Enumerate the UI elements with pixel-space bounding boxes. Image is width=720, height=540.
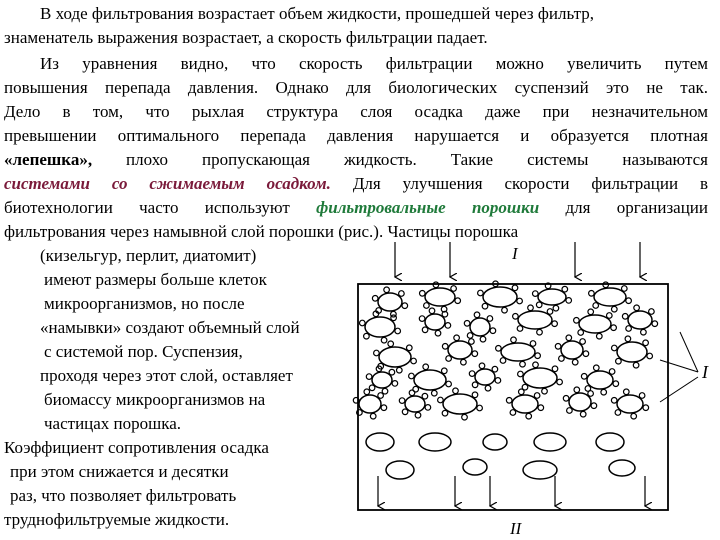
paragraph-2-line-1: Из уравнения видно, что скорость фильтрации можно увеличить путем <box>40 54 708 73</box>
side-text-line-9: Коэффициент сопротивления осадка <box>4 438 269 457</box>
lepeshka-term: «лепешка», <box>4 150 93 169</box>
microorganism-cell <box>381 337 387 343</box>
microorganism-cell <box>392 381 398 387</box>
filter-powders-term: фильтровальные порошки <box>316 198 540 217</box>
microorganism-cell <box>442 368 448 374</box>
microorganism-cell <box>622 314 628 320</box>
microorganism-cell <box>557 379 563 385</box>
microorganism-cell <box>631 413 637 419</box>
microorganism-cell <box>594 365 600 371</box>
microorganism-cell <box>384 287 390 293</box>
microorganism-cell <box>467 333 473 339</box>
paragraph-2-line-2: повышения перепада давления. Однако для биологических суспензий это не так. <box>4 78 708 97</box>
microorganism-cell <box>402 409 408 415</box>
powder-particle <box>470 318 490 336</box>
microorganism-cell <box>391 315 397 321</box>
microorganism-cell <box>500 358 506 364</box>
microorganism-cell <box>402 303 408 309</box>
microorganism-cell <box>424 303 430 309</box>
powder-particle <box>475 369 495 385</box>
microorganism-cell <box>533 362 539 368</box>
filter-layer-figure <box>340 232 720 540</box>
microorganism-cell <box>626 326 632 332</box>
microorganism-cell <box>442 410 448 416</box>
microorganism-cell <box>374 350 380 356</box>
side-text-line-8: частицах порошка. <box>44 414 182 433</box>
microorganism-cell <box>633 362 639 368</box>
microorganism-cell <box>364 333 370 339</box>
label-top: I <box>512 244 518 263</box>
microorganism-cell <box>415 412 421 418</box>
microorganism-cell <box>485 385 491 391</box>
microorganism-cell <box>612 306 618 312</box>
powder-particle <box>378 293 402 311</box>
microorganism-cell <box>580 339 586 345</box>
microorganism-cell <box>461 359 467 365</box>
microorganism-cell <box>583 351 589 357</box>
microorganism-cell <box>612 345 618 351</box>
powder-particle <box>501 343 535 361</box>
microorganism-cell <box>562 286 568 292</box>
microorganism-cell <box>399 398 405 404</box>
microorganism-cell <box>572 359 578 365</box>
microorganism-cells <box>353 281 657 420</box>
paragraph-2-line-5-rest: плохо пропускающая жидкость. Такие системы называются <box>126 150 708 169</box>
microorganism-cell <box>492 366 498 372</box>
microorganism-cell <box>464 321 470 327</box>
microorganism-cell <box>559 356 565 362</box>
pointer-lines <box>660 332 698 402</box>
microorganism-cell <box>574 318 580 324</box>
powder-particle <box>518 311 552 329</box>
label-right: I <box>702 362 708 382</box>
microorganism-cell <box>528 305 534 311</box>
microorganism-cell <box>647 353 653 359</box>
microorganism-cell <box>446 381 452 387</box>
microorganism-cell <box>469 339 475 345</box>
microorganism-cell <box>652 321 658 327</box>
microorganism-cell <box>538 405 544 411</box>
powder-particle <box>419 433 451 451</box>
microorganism-cell <box>520 361 526 367</box>
microorganism-cell <box>517 298 523 304</box>
microorganism-cell <box>611 398 617 404</box>
microorganism-cell <box>472 351 478 357</box>
microorganism-cell <box>536 302 542 308</box>
powder-particle <box>448 341 472 359</box>
powder-particle <box>463 459 487 475</box>
microorganism-cell <box>578 330 584 336</box>
powder-particle <box>617 342 647 362</box>
microorganism-cell <box>490 328 496 334</box>
microorganism-cell <box>370 413 376 419</box>
microorganism-cell <box>395 328 401 334</box>
label-bottom: II <box>510 519 522 538</box>
microorganism-cell <box>641 329 647 335</box>
microorganism-cell <box>469 371 475 377</box>
paragraph-2-line-6-rest: Для улучшения скорости фильтрации в <box>352 174 709 193</box>
microorganism-cell <box>567 408 573 414</box>
microorganism-cell <box>611 325 617 331</box>
pointer-line <box>660 377 698 402</box>
microorganism-cell <box>496 346 502 352</box>
microorganism-cell <box>511 337 517 343</box>
microorganism-cell <box>506 398 512 404</box>
microorganism-cell <box>423 364 429 370</box>
microorganism-cell <box>526 413 532 419</box>
microorganism-cell <box>479 363 485 369</box>
powder-particle <box>425 288 455 306</box>
microorganism-cell <box>547 309 553 315</box>
microorganism-cell <box>399 291 405 297</box>
microorganism-cell <box>615 410 621 416</box>
microorganism-cell <box>518 371 524 377</box>
microorganism-cell <box>411 358 417 364</box>
microorganism-cell <box>643 405 649 411</box>
microorganism-cell <box>634 305 640 311</box>
powder-particle <box>483 287 517 307</box>
paragraph-2-line-5 <box>4 150 708 170</box>
microorganism-cell <box>388 341 394 347</box>
powder-particle <box>617 395 643 413</box>
microorganism-cell <box>455 298 461 304</box>
powder-particle <box>579 315 611 333</box>
side-text-line-10: при этом снижается и десятки <box>10 462 229 481</box>
microorganism-cell <box>593 303 599 309</box>
microorganism-cell <box>495 378 501 384</box>
compressible-sediment-term: системами со сжимаемым осадком. <box>4 174 331 193</box>
microorganism-cell <box>378 393 384 399</box>
microorganism-cell <box>566 298 572 304</box>
powder-particle <box>587 371 613 389</box>
paragraph-1-line-1: В ходе фильтрования возрастает объем жидкости, прошедшей через фильтр, <box>40 4 594 23</box>
microorganism-cell <box>649 309 655 315</box>
microorganism-cell <box>513 314 519 320</box>
side-text-line-1: (кизельгур, перлит, диатомит) <box>40 246 257 265</box>
microorganism-cell <box>472 382 478 388</box>
microorganism-cell <box>574 387 580 393</box>
microorganism-cell <box>360 320 366 326</box>
powder-particle <box>483 434 507 450</box>
microorganism-cell <box>581 374 587 380</box>
microorganism-cell <box>451 286 457 292</box>
microorganism-cell <box>389 369 395 375</box>
powder-particle <box>414 370 446 390</box>
powder-particle <box>425 314 445 330</box>
paragraph-2-line-7-rest: для организации <box>565 198 709 217</box>
microorganism-cell <box>409 390 415 396</box>
microorganism-cell <box>624 389 630 395</box>
microorganism-cell <box>563 396 569 402</box>
microorganism-cell <box>519 389 525 395</box>
powder-particle <box>596 433 624 451</box>
powder-particle <box>365 317 395 337</box>
powder-particle <box>534 433 566 451</box>
microorganism-cell <box>445 323 451 329</box>
powder-particle <box>628 311 652 329</box>
powder-particle <box>569 393 591 411</box>
microorganism-cell <box>482 303 488 309</box>
powder-particle <box>523 461 557 479</box>
microorganism-cell <box>542 388 548 394</box>
microorganism-cell <box>625 336 631 342</box>
microorganism-cell <box>535 353 541 359</box>
microorganism-cell <box>419 316 425 322</box>
microorganism-cell <box>453 388 459 394</box>
microorganism-cell <box>512 285 518 291</box>
microorganism-cell <box>643 340 649 346</box>
microorganism-cell <box>589 291 595 297</box>
microorganism-cell <box>555 344 561 350</box>
powder-particle <box>609 460 635 476</box>
microorganism-cell <box>510 410 516 416</box>
paragraph-2-line-7 <box>4 198 708 218</box>
microorganism-cell <box>622 286 628 292</box>
microorganism-cell <box>609 369 615 375</box>
microorganism-cell <box>462 414 468 420</box>
microorganism-cell <box>446 356 452 362</box>
paragraph-1-line-2: знаменатель выражения возрастает, а скорость фильтрации падает. <box>4 28 488 47</box>
microorganism-cell <box>580 411 586 417</box>
paragraph-2-line-6 <box>4 174 708 194</box>
microorganism-cell <box>372 296 378 302</box>
microorganism-cell <box>472 392 478 398</box>
microorganism-cell <box>552 321 558 327</box>
microorganism-cell <box>369 385 375 391</box>
powder-particle <box>594 288 626 306</box>
microorganism-cell <box>478 290 484 296</box>
microorganism-cell <box>566 335 572 341</box>
microorganism-cell <box>487 316 493 322</box>
microorganism-cell <box>442 344 448 350</box>
pointer-line <box>660 360 698 372</box>
powder-particle <box>561 341 583 359</box>
microorganism-cell <box>616 358 622 364</box>
side-text-line-11: раз, что позволяет фильтровать <box>10 486 237 505</box>
microorganism-cell <box>422 327 428 333</box>
pointer-line <box>680 332 698 372</box>
side-text-line-2: имеют размеры больше клеток <box>44 270 267 289</box>
side-text-line-6: проходя через этот слой, оставляет <box>40 366 293 385</box>
powder-particles <box>359 287 652 479</box>
microorganism-cell <box>474 312 480 318</box>
side-text-line-7: биомассу микроорганизмов на <box>44 390 266 409</box>
microorganism-cell <box>429 308 435 314</box>
outflow-arrows <box>378 476 645 506</box>
microorganism-cell <box>530 341 536 347</box>
microorganism-cell <box>626 298 632 304</box>
microorganism-cell <box>553 305 559 311</box>
powder-particle <box>366 433 394 451</box>
powder-particle <box>379 347 411 367</box>
microorganism-cell <box>613 381 619 387</box>
powder-particle <box>538 289 566 305</box>
powder-particle <box>359 395 381 413</box>
microorganism-cell <box>454 335 460 341</box>
powder-particle <box>523 368 557 388</box>
microorganism-cell <box>601 389 607 395</box>
microorganism-cell <box>420 291 426 297</box>
microorganism-cell <box>432 390 438 396</box>
side-text-line-12: труднофильтруемые жидкости. <box>4 510 230 529</box>
powder-particle <box>405 396 425 412</box>
microorganism-cell <box>502 307 508 313</box>
microorganism-cell <box>381 405 387 411</box>
microorganism-cell <box>537 329 543 335</box>
powder-particle <box>443 394 477 414</box>
microorganism-cell <box>480 336 486 342</box>
microorganism-cell <box>397 367 403 373</box>
microorganism-cell <box>438 397 444 403</box>
microorganism-cell <box>517 326 523 332</box>
microorganism-cell <box>639 393 645 399</box>
microorganism-cell <box>477 405 483 411</box>
microorganism-cell <box>366 374 372 380</box>
microorganism-cell <box>364 389 370 395</box>
microorganism-cell <box>597 333 603 339</box>
microorganism-cell <box>435 330 441 336</box>
powder-particle <box>372 372 392 388</box>
microorganism-cell <box>607 313 613 319</box>
microorganism-cell <box>533 291 539 297</box>
microorganism-cell <box>552 366 558 372</box>
powder-particle <box>512 395 538 413</box>
paragraph-2-line-3: Дело в том, что рыхлая структура слоя осадка даже при незначительном <box>4 102 708 121</box>
paragraph-2-line-4: превышении оптимального перепада давления нарушается и образуется плотная <box>4 126 708 145</box>
side-text-line-4: «намывки» создают объемный слой <box>40 318 300 337</box>
paragraph-2-line-7-start: биотехнологии часто используют <box>4 198 290 217</box>
microorganism-cell <box>422 393 428 399</box>
side-text-line-5: с системой пор. Суспензия, <box>44 342 243 361</box>
side-text-line-3: микроорганизмов, но после <box>44 294 245 313</box>
microorganism-cell <box>591 403 597 409</box>
microorganism-cell <box>588 309 594 315</box>
microorganism-cell <box>409 373 415 379</box>
microorganism-cell <box>588 391 594 397</box>
powder-particle <box>386 461 414 479</box>
paragraph-2-line-8: фильтрования через намывной слой порошки (рис.). Частицы порошка <box>4 222 519 241</box>
microorganism-cell <box>534 393 540 399</box>
microorganism-cell <box>407 345 413 351</box>
microorganism-cell <box>425 405 431 411</box>
